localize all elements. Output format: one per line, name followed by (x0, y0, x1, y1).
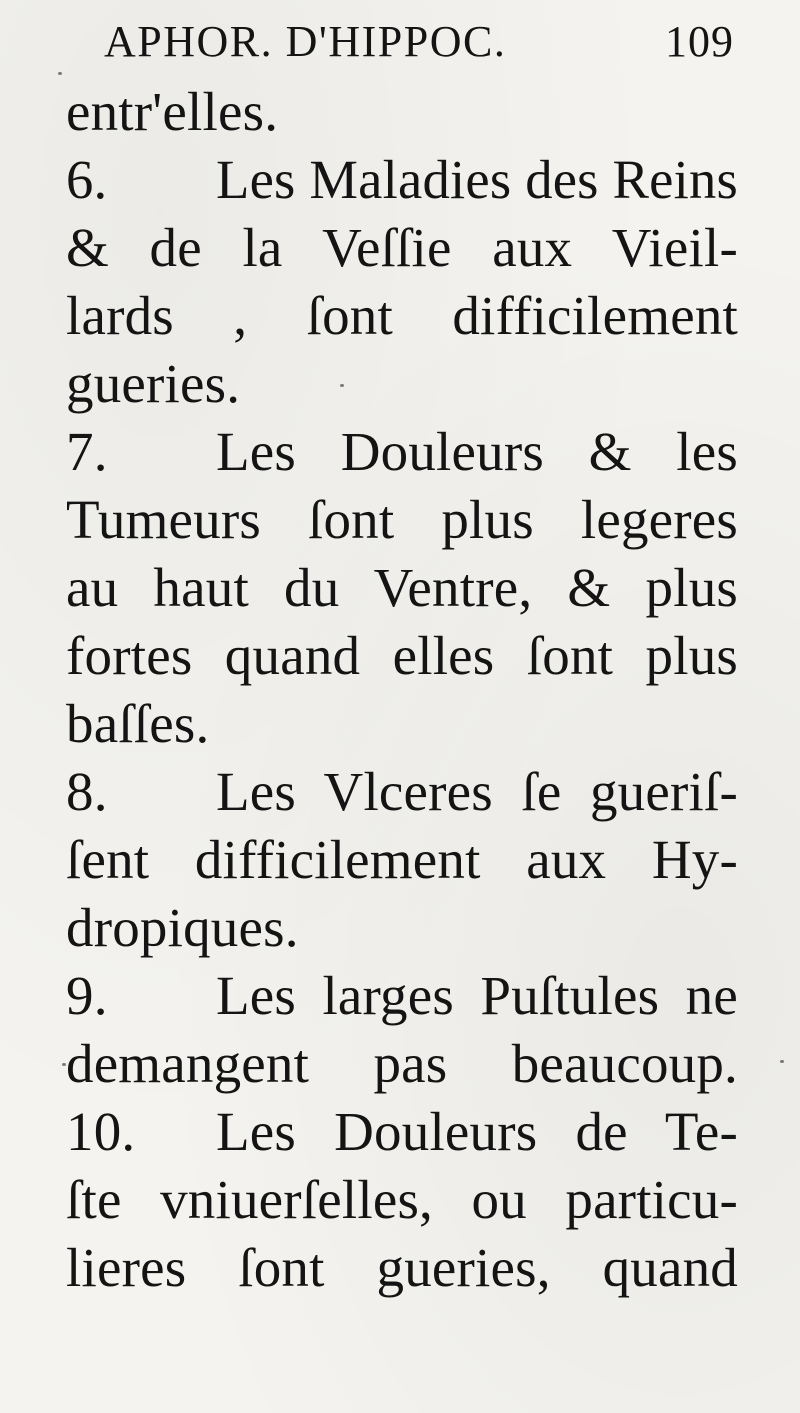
line-text: dropiques. (66, 897, 299, 958)
aphorism-number: 9. (66, 965, 108, 1026)
running-title: APHOR. D'HIPPOC. (104, 17, 507, 66)
line-text: fortes quand elles ſont plus (66, 625, 738, 686)
ink-speck (340, 384, 344, 387)
line-text: Les larges Puſtules ne (216, 965, 738, 1026)
text-line (66, 418, 738, 486)
text-line (66, 146, 738, 214)
text-line (66, 1030, 738, 1098)
line-text: Les Douleurs & les (216, 421, 738, 482)
text-line (66, 894, 738, 962)
aphorism-number: 7. (66, 421, 108, 482)
line-text: Tumeurs ſont plus legeres (66, 489, 738, 550)
line-text: gueries. (66, 353, 241, 414)
text-line (66, 622, 738, 690)
text-line (66, 78, 738, 146)
text-line (66, 486, 738, 554)
line-text: baſſes. (66, 693, 210, 754)
text-line (66, 554, 738, 622)
ink-speck (58, 72, 62, 75)
text-line (66, 282, 738, 350)
ink-speck (780, 1060, 784, 1063)
line-text: ſte vniuerſelles, ou particu- (66, 1169, 738, 1230)
text-line (66, 214, 738, 282)
page-header (104, 14, 734, 78)
text-line (66, 1166, 738, 1234)
line-text: lards , ſont difficilement (66, 285, 738, 346)
aphorism-number: 10. (66, 1101, 136, 1162)
text-line (66, 1234, 738, 1302)
text-line (66, 690, 738, 758)
line-text: entr'elles. (66, 81, 279, 142)
aphorism-number: 8. (66, 761, 108, 822)
page-number: 109 (665, 17, 734, 66)
line-text: ſent difficilement aux Hy- (66, 829, 738, 890)
text-line (66, 962, 738, 1030)
text-line (66, 1098, 738, 1166)
line-text: demangent pas beaucoup. (66, 1033, 738, 1094)
line-text: & de la Veſſie aux Vieil- (66, 217, 738, 278)
ink-speck (62, 1063, 66, 1066)
text-line (66, 350, 738, 418)
line-text: lieres ſont gueries, quand (66, 1237, 738, 1298)
line-text: au haut du Ventre, & plus (66, 557, 738, 618)
text-line (66, 826, 738, 894)
line-text: Les Douleurs de Te- (216, 1101, 738, 1162)
line-text: Les Vlceres ſe gueriſ- (216, 761, 738, 822)
aphorism-number: 6. (66, 149, 108, 210)
line-text: Les Maladies des Reins (216, 149, 738, 210)
text-line (66, 758, 738, 826)
